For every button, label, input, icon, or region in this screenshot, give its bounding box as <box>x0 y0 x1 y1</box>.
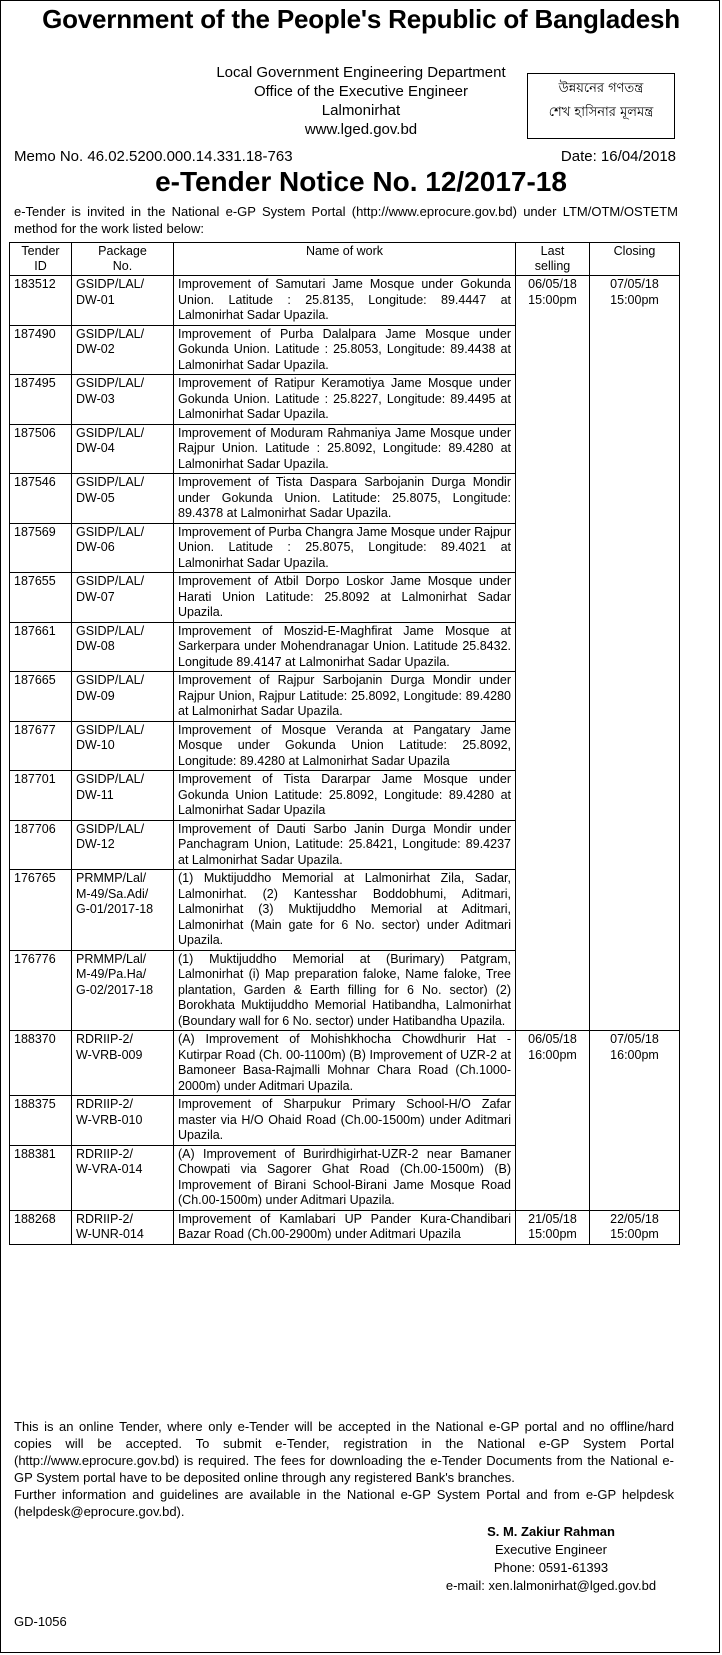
package-line: GSIDP/LAL/ <box>76 574 145 588</box>
package-line: G-01/2017-18 <box>76 902 154 916</box>
closing-cell <box>590 1145 680 1210</box>
package-line: GSIDP/LAL/ <box>76 623 145 638</box>
table-row <box>10 1031 680 1096</box>
closing-line: 07/05/18 <box>610 1032 659 1046</box>
package-cell <box>72 672 174 722</box>
package-cell <box>72 424 174 474</box>
package-cell <box>72 870 174 951</box>
closing-cell <box>590 870 680 951</box>
last-selling-line: 21/05/18 <box>528 1211 577 1226</box>
closing-cell <box>590 523 680 573</box>
last-selling-cell <box>516 1210 590 1244</box>
last-selling-line: 15:00pm <box>528 1227 577 1241</box>
last-selling-line: 06/05/18 <box>528 277 577 291</box>
closing-cell <box>590 950 680 1031</box>
package-line: M-49/Sa.Adi/ <box>76 886 149 901</box>
package-line: RDRIIP-2/ <box>76 1146 133 1161</box>
motto-box <box>527 73 675 139</box>
signatory-email: e-mail: xen.lalmonirhat@lged.gov.bd <box>445 1578 657 1593</box>
table-row <box>10 622 680 672</box>
tender-table <box>9 242 680 1245</box>
package-line: RDRIIP-2/ <box>76 1097 133 1111</box>
package-cell <box>72 474 174 524</box>
closing-line: 16:00pm <box>610 1047 659 1062</box>
last-selling-cell <box>516 672 590 722</box>
notice-title: e-Tender Notice No. 12/2017-18 <box>155 166 567 197</box>
work-name-cell: Improvement of Samutari Jame Mosque under Gokunda Union. Latitude : 25.8135, Longitude: 89.4447 at Lalmonirhat Sadar Upazila. <box>174 276 516 326</box>
footer-paragraph-2: Further information and guidelines are available in the National e-GP System Portal and from e-GP helpdesk (helpdesk@eprocure.gov.bd). <box>14 1487 674 1519</box>
government-title: Government of the People's Republic of Bangladesh <box>42 4 680 34</box>
work-name-cell: Improvement of Tista Daspara Sarbojanin Durga Mondir under Gokunda Union. Latitude: 25.8075, Longitude: 89.4378 at Lalmonirhat Sadar Upazila. <box>174 474 516 524</box>
package-line: DW-04 <box>76 441 115 455</box>
closing-cell <box>590 1031 680 1096</box>
package-line: M-49/Pa.Ha/ <box>76 967 147 981</box>
last-selling-cell <box>516 721 590 771</box>
package-line: PRMMP/Lal/ <box>76 951 147 966</box>
closing-cell <box>590 672 680 722</box>
package-cell <box>72 523 174 573</box>
package-line: W-UNR-014 <box>76 1227 144 1241</box>
package-line: DW-02 <box>76 342 115 356</box>
table-row <box>10 523 680 573</box>
last-selling-line: 16:00pm <box>528 1047 577 1062</box>
header-closing: Closing <box>590 243 680 276</box>
last-selling-cell <box>516 375 590 425</box>
closing-line: 15:00pm <box>610 292 659 307</box>
last-selling-cell <box>516 276 590 326</box>
table-row <box>10 950 680 1031</box>
package-cell <box>72 622 174 672</box>
closing-line: 07/05/18 <box>610 277 659 291</box>
package-line: GSIDP/LAL/ <box>76 772 145 786</box>
table-row <box>10 424 680 474</box>
table-row <box>10 276 680 326</box>
work-name-cell: (1) Muktijuddho Memorial at Lalmonirhat Zila, Sadar, Lalmonirhat. (2) Kantesshar Boddobhumi, Aditmari, Lalmonirhat (3) Muktijuddho Memorial at Aditmari, Lalmonirhat (Main gate for 6 No. sector) under Aditmari Upazila. <box>174 870 516 951</box>
package-line: PRMMP/Lal/ <box>76 871 147 885</box>
work-name-cell: Improvement of Dauti Sarbo Janin Durga Mondir under Panchagram Union, Latitude: 25.8421, Longitude: 89.4237 at Lalmonirhat Sadar Upazila. <box>174 820 516 870</box>
tender-id-cell: 187661 <box>10 622 72 672</box>
package-line: DW-10 <box>76 738 115 752</box>
header-name-of-work: Name of work <box>174 243 516 276</box>
tender-id-cell: 187569 <box>10 523 72 573</box>
memo-number: Memo No. 46.02.5200.000.14.331.18-763 <box>14 148 293 165</box>
tender-id-cell: 187490 <box>10 325 72 375</box>
closing-cell <box>590 1210 680 1244</box>
package-line: GSIDP/LAL/ <box>76 475 145 489</box>
package-line: DW-12 <box>76 837 115 851</box>
closing-line: 15:00pm <box>610 1227 659 1241</box>
notice-date: Date: 16/04/2018 <box>560 148 676 165</box>
work-name-cell: (A) Improvement of Burirdhigirhat-UZR-2 near Bamaner Chowpati via Sagorer Ghat Road (Ch.00-1500m) (B) Improvement of Birani School-Birani Jame Mosque Road (Ch.00-1500m) under Aditmari Upazila. <box>174 1145 516 1210</box>
package-line: GSIDP/LAL/ <box>76 524 145 539</box>
table-row <box>10 573 680 623</box>
package-line: RDRIIP-2/ <box>76 1032 133 1046</box>
last-selling-line: 15:00pm <box>528 292 577 307</box>
closing-cell <box>590 474 680 524</box>
tender-id-cell: 188381 <box>10 1145 72 1210</box>
closing-line: 22/05/18 <box>610 1211 659 1226</box>
footer-paragraph-1: This is an online Tender, where only e-Tender will be accepted in the National e-GP portal and no offline/hard copies will be accepted. To submit e-Tender, registration in the National e-GP System Portal (http://www.eprocure.gov.bd) is required. The fees for downloading the e-Tender Documents from the National e-GP System portal have to be deposited online through any registered Bank's branches. <box>14 1419 674 1485</box>
table-row <box>10 1210 680 1244</box>
tender-id-cell: 188370 <box>10 1031 72 1096</box>
footer-notes <box>14 1418 674 1520</box>
table-row <box>10 771 680 821</box>
header-package: Package No. <box>72 243 174 276</box>
work-name-cell: Improvement of Tista Dararpar Jame Mosque under Gokunda Union Latitude: 25.8092, Longitude: 89.4280 at Lalmonirhat Sadar Upazila <box>174 771 516 821</box>
tender-id-cell: 188268 <box>10 1210 72 1244</box>
package-line: DW-03 <box>76 391 115 406</box>
package-cell <box>72 820 174 870</box>
department-name: Local Government Engineering Department <box>216 64 506 81</box>
intro-text: e-Tender is invited in the National e-GP System Portal (http://www.eprocure.gov.bd) under LTM/OTM/OSTETM method for the work listed below: <box>14 204 678 236</box>
last-selling-cell <box>516 622 590 672</box>
header-last-selling: Last selling <box>516 243 590 276</box>
last-selling-line: 06/05/18 <box>528 1032 577 1046</box>
package-line: GSIDP/LAL/ <box>76 673 145 687</box>
package-line: RDRIIP-2/ <box>76 1211 133 1226</box>
package-line: GSIDP/LAL/ <box>76 821 145 836</box>
package-cell <box>72 325 174 375</box>
package-cell <box>72 375 174 425</box>
work-name-cell: Improvement of Moszid-E-Maghfirat Jame Mosque at Sarkerpara under Mohendranagar Union. Latitude 25.8432. Longitude 89.4147 at Lalmonirhat Sadar Upazila. <box>174 622 516 672</box>
work-name-cell: Improvement of Mosque Veranda at Pangatary Jame Mosque under Gokunda Union Latitude: 25.8092, Longitude: 89.4280 at Lalmonirhat Sadar Upazila <box>174 721 516 771</box>
package-line: DW-06 <box>76 540 115 554</box>
last-selling-cell <box>516 771 590 821</box>
tender-id-cell: 176765 <box>10 870 72 951</box>
signature-block <box>421 1523 681 1595</box>
package-cell <box>72 573 174 623</box>
tender-id-cell: 187706 <box>10 820 72 870</box>
table-row <box>10 870 680 951</box>
table-row <box>10 1096 680 1146</box>
table-row <box>10 672 680 722</box>
package-line: DW-11 <box>76 787 114 802</box>
closing-cell <box>590 771 680 821</box>
package-cell <box>72 771 174 821</box>
tender-id-cell: 187506 <box>10 424 72 474</box>
tender-id-cell: 187677 <box>10 721 72 771</box>
package-line: GSIDP/LAL/ <box>76 326 145 341</box>
motto-line-1: উন্নয়নের গণতন্ত্র <box>558 81 644 96</box>
closing-cell <box>590 622 680 672</box>
table-row <box>10 820 680 870</box>
closing-cell <box>590 573 680 623</box>
package-cell <box>72 721 174 771</box>
package-line: G-02/2017-18 <box>76 982 154 997</box>
last-selling-cell <box>516 573 590 623</box>
work-name-cell: Improvement of Purba Dalalpara Jame Mosque under Gokunda Union. Latitude : 25.8053, Longitude: 89.4438 at Lalmonirhat Sadar Upazila. <box>174 325 516 375</box>
work-name-cell: (A) Improvement of Mohishkhocha Chowdhurir Hat - Kutirpar Road (Ch. 00-1100m) (B) Improvement of UZR-2 at Bamoneer Basa-Rajmalli Mohnar Chara Road (Ch.1000-2000m) under Aditmari Upazila. <box>174 1031 516 1096</box>
work-name-cell: Improvement of Ratipur Keramotiya Jame Mosque under Gokunda Union. Latitude : 25.8227, Longitude: 89.4495 at Lalmonirhat Sadar Upazila. <box>174 375 516 425</box>
package-line: GSIDP/LAL/ <box>76 722 145 737</box>
table-row <box>10 1145 680 1210</box>
package-line: DW-07 <box>76 589 115 604</box>
closing-cell <box>590 325 680 375</box>
tender-id-cell: 187495 <box>10 375 72 425</box>
tender-id-cell: 187665 <box>10 672 72 722</box>
package-cell <box>72 276 174 326</box>
last-selling-cell <box>516 474 590 524</box>
package-line: DW-09 <box>76 688 115 703</box>
district-name: Lalmonirhat <box>321 102 401 119</box>
signatory-phone: Phone: 0591-61393 <box>493 1560 609 1575</box>
work-name-cell: Improvement of Sharpukur Primary School-H/O Zafar master via H/O Ohaid Road (Ch.00-1500m) under Aditmari Upazila. <box>174 1096 516 1146</box>
last-selling-cell <box>516 1145 590 1210</box>
package-cell <box>72 1210 174 1244</box>
package-line: DW-01 <box>76 292 115 307</box>
tender-id-cell: 187655 <box>10 573 72 623</box>
last-selling-cell <box>516 1031 590 1096</box>
tender-id-cell: 187701 <box>10 771 72 821</box>
table-row <box>10 474 680 524</box>
header-tender-id: Tender ID <box>10 243 72 276</box>
table-row <box>10 375 680 425</box>
package-line: DW-05 <box>76 490 115 505</box>
gd-number: GD-1056 <box>14 1614 67 1629</box>
closing-cell <box>590 424 680 474</box>
work-name-cell: Improvement of Kamlabari UP Pander Kura-Chandibari Bazar Road (Ch.00-2900m) under Aditmari Upazila <box>174 1210 516 1244</box>
package-cell <box>72 950 174 1031</box>
tender-id-cell: 188375 <box>10 1096 72 1146</box>
package-line: DW-08 <box>76 639 115 653</box>
table-row <box>10 325 680 375</box>
signatory-name: S. M. Zakiur Rahman <box>487 1524 615 1539</box>
last-selling-cell <box>516 1096 590 1146</box>
last-selling-cell <box>516 424 590 474</box>
package-line: GSIDP/LAL/ <box>76 277 145 291</box>
package-line: W-VRB-009 <box>76 1047 143 1062</box>
table-row <box>10 721 680 771</box>
work-name-cell: Improvement of Purba Changra Jame Mosque under Rajpur Union. Latitude : 25.8075, Longitude: 89.4021 at Lalmonirhat Sadar Upazila. <box>174 523 516 573</box>
work-name-cell: Improvement of Rajpur Sarbojanin Durga Mondir under Rajpur Union, Rajpur Latitude: 25.8092, Longitude: 89.4280 at Lalmonirhat Sadar Upazila. <box>174 672 516 722</box>
closing-cell <box>590 721 680 771</box>
office-name: Office of the Executive Engineer <box>253 83 468 100</box>
package-line: GSIDP/LAL/ <box>76 425 145 440</box>
package-cell <box>72 1031 174 1096</box>
closing-cell <box>590 820 680 870</box>
last-selling-cell <box>516 820 590 870</box>
last-selling-cell <box>516 523 590 573</box>
package-line: W-VRA-014 <box>76 1162 143 1176</box>
work-name-cell: Improvement of Atbil Dorpo Loskor Jame Mosque under Harati Union Latitude: 25.8092 at Lalmonirhat Sadar Upazila. <box>174 573 516 623</box>
last-selling-cell <box>516 950 590 1031</box>
work-name-cell: Improvement of Moduram Rahmaniya Jame Mosque under Rajpur Union. Latitude : 25.8092, Longitude: 89.4280 at Lalmonirhat Sadar Upazila. <box>174 424 516 474</box>
work-name-cell: (1) Muktijuddho Memorial at (Burimary) Patgram, Lalmonirhat (i) Map preparation faloke, Name faloke, Tree plantation, Garden & Earth filling for 6 No. sector) (2) Borokhata Muktijuddho Memorial Hatibandha, Lalmonirhat (Boundary wall for 6 No. sector) under Hatibandha Upazila. <box>174 950 516 1031</box>
tender-id-cell: 187546 <box>10 474 72 524</box>
tender-id-cell: 176776 <box>10 950 72 1031</box>
package-line: W-VRB-010 <box>76 1112 143 1127</box>
closing-cell <box>590 276 680 326</box>
table-header-row <box>10 243 680 276</box>
tender-id-cell: 183512 <box>10 276 72 326</box>
last-selling-cell <box>516 325 590 375</box>
last-selling-cell <box>516 870 590 951</box>
signatory-designation: Executive Engineer <box>494 1542 607 1557</box>
package-cell <box>72 1145 174 1210</box>
package-cell <box>72 1096 174 1146</box>
package-line: GSIDP/LAL/ <box>76 376 145 390</box>
closing-cell <box>590 375 680 425</box>
website-text: www.lged.gov.bd <box>304 121 418 138</box>
motto-line-2: শেখ হাসিনার মূলমন্ত্র <box>548 105 654 120</box>
closing-cell <box>590 1096 680 1146</box>
